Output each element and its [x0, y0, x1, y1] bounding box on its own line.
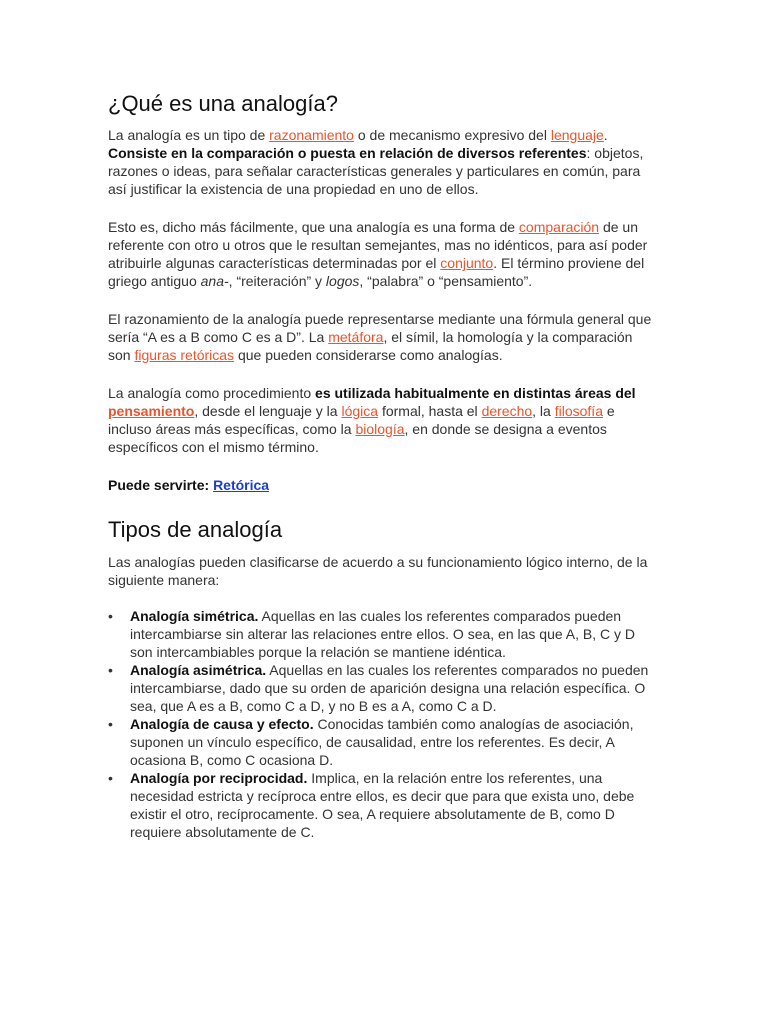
text-span: , en donde se designa a eventos específicos con el mismo término. — [108, 421, 607, 455]
text-span: . El término proviene del griego antiguo — [108, 255, 645, 289]
text-span: : objetos, razones o ideas, para señalar características generales y particulares en común, para así justificar la existencia de una propiedad en uno de ellos. — [108, 145, 644, 197]
item-text: Aquellas en las cuales los referentes comparados no pueden intercambiarse, dado que su orden de aparición designa una relación específica. O sea, que A es a B, como C a D, y no B es a A, como C a D. — [130, 662, 649, 714]
text-span: de un referente con otro u otros que le resultan semejantes, mas no idénticos, para así poder atribuirle algunas características determinadas por el — [108, 219, 648, 271]
item-text: Conocidas también como analogías de asociación, suponen un vínculo específico, de causalidad, entre los referentes. Es decir, A ocasiona B, como C ocasiona D. — [130, 716, 634, 768]
text-span: formal, hasta el — [378, 403, 482, 419]
related-link-line — [108, 476, 658, 494]
text-span: , “reiteración” y — [228, 273, 326, 289]
paragraph-definition — [108, 126, 658, 198]
bullet-icon: • — [108, 608, 113, 624]
link-figuras-retoricas[interactable]: figuras retóricas — [134, 347, 235, 363]
paragraph-tipos-intro: Las analogías pueden clasificarse de acuerdo a su funcionamiento lógico interno, de la siguiente manera: — [108, 554, 648, 588]
text-span: , el símil, la homología y la comparación son — [108, 329, 633, 363]
link-razonamiento[interactable]: razonamiento — [269, 127, 354, 143]
related-label: Puede servirte: — [108, 477, 214, 493]
bold-text: Consiste en la comparación o puesta en relación de diversos referentes — [108, 145, 587, 161]
bullet-icon: • — [108, 770, 113, 786]
text-span: que pueden considerarse como analogías. — [234, 347, 503, 363]
text-span: , la — [532, 403, 555, 419]
paragraph-usage — [108, 384, 658, 456]
link-pensamiento[interactable]: pensamiento — [108, 403, 195, 419]
link-conjunto[interactable]: conjunto — [440, 255, 494, 271]
item-text: Implica, en la relación entre los referentes, una necesidad estricta y recíproca entre ellos, es decir que para que exista uno, debe existir el otro, recíprocamente. O sea, A requiere absolutamente de B, como D requiere absolutamente de C. — [130, 770, 635, 840]
italic-text: ana- — [200, 273, 229, 289]
item-term: Analogía asimétrica. — [130, 662, 267, 678]
text-span: La analogía es un tipo de — [108, 127, 270, 143]
link-retorica[interactable]: Retórica — [213, 477, 270, 493]
list-item — [108, 661, 658, 715]
text-span: o de mecanismo expresivo del — [353, 127, 551, 143]
item-text: Aquellas en las cuales los referentes comparados pueden intercambiarse sin alterar las relaciones entre ellos. O sea, en las que A, B, C y D son intercambiables porque la relación se mantiene idéntica. — [130, 608, 636, 660]
item-term: Analogía por reciprocidad. — [130, 770, 308, 786]
text-span: Esto es, dicho más fácilmente, que una analogía es una forma de — [108, 219, 519, 235]
link-comparacion[interactable]: comparación — [518, 219, 600, 235]
bullet-icon: • — [108, 662, 113, 678]
item-term: Analogía de causa y efecto. — [130, 716, 314, 732]
italic-text: logos — [325, 273, 360, 289]
heading-tipos-analogia: Tipos de analogía — [108, 517, 283, 542]
text-span: , “palabra” o “pensamiento”. — [359, 273, 533, 289]
text-span: . — [603, 127, 608, 143]
text-span: e incluso áreas más específicas, como la — [108, 403, 615, 437]
item-term: Analogía simétrica. — [130, 608, 259, 624]
link-metafora[interactable]: metáfora — [328, 329, 384, 345]
list-item — [108, 607, 658, 661]
text-span: , desde el lenguaje y la — [194, 403, 342, 419]
document-body — [108, 88, 658, 841]
link-filosofia[interactable]: filosofía — [554, 403, 603, 419]
list-item — [108, 769, 658, 841]
list-item — [108, 715, 658, 769]
bullet-icon: • — [108, 716, 113, 732]
link-lenguaje[interactable]: lenguaje — [550, 127, 604, 143]
analogy-types-list — [108, 607, 658, 841]
bold-text: es utilizada habitualmente en distintas áreas del — [315, 385, 636, 401]
paragraph-formula — [108, 310, 658, 364]
text-span: El razonamiento de la analogía puede representarse mediante una fórmula general que sería “A es a B como C es a D”. La — [108, 311, 652, 345]
link-derecho[interactable]: derecho — [481, 403, 533, 419]
link-biologia[interactable]: biología — [355, 421, 405, 437]
heading-que-es-analogia: ¿Qué es una analogía? — [108, 91, 338, 116]
text-span: La analogía como procedimiento — [108, 385, 316, 401]
link-logica[interactable]: lógica — [341, 403, 379, 419]
paragraph-explanation — [108, 218, 658, 290]
